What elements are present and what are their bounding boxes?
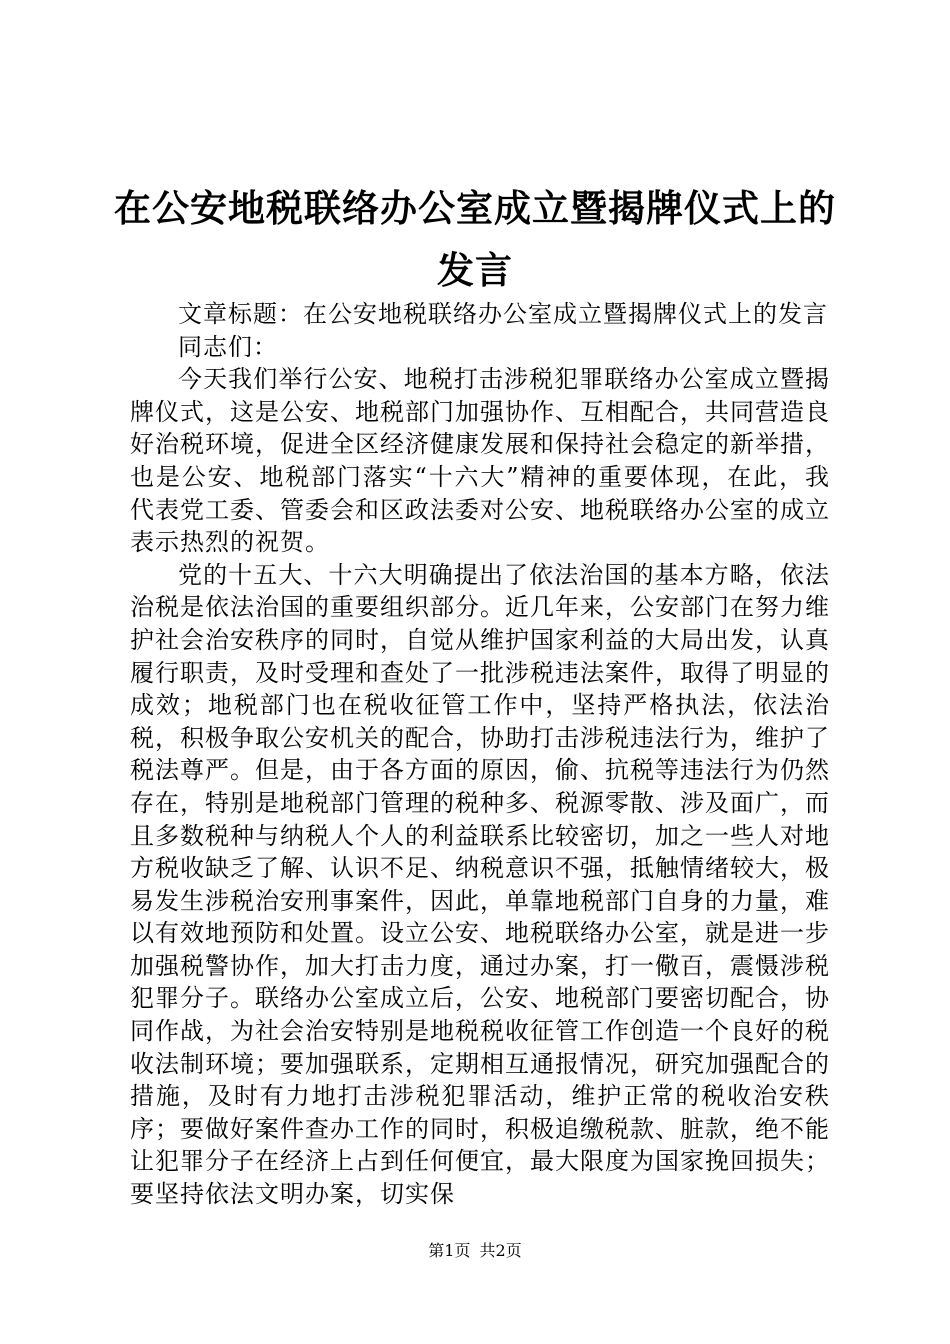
document-body [130,298,830,1211]
page-total: 共2页 [479,1241,522,1260]
paragraph-salutation: 同志们： [178,332,278,361]
paragraph-article-title: 文章标题：在公安地税联络办公室成立暨揭牌仪式上的发言 [178,300,828,328]
page-footer [0,1241,950,1261]
paragraph-opening: 今天我们举行公安、地税打击涉税犯罪联络办公室成立暨揭牌仪式，这是公安、地税部门加强协作、互相配合，共同营造良好治税环境，促进全区经济健康发展和保持社会稳定的新举措，也是公安、地税部门落实“十六大”精神的重要体现，在此，我代表党工委、管委会和区政法委对公安、地税联络办公室的成立表示热烈的祝贺。 [130,365,830,557]
document-title: 在公安地税联络办公室成立暨揭牌仪式上的发言 [114,187,836,292]
page-number: 第1页 [428,1241,471,1260]
paragraph-main: 党的十五大、十六大明确提出了依法治国的基本方略，依法治税是依法治国的重要组织部分。近几年来，公安部门在努力维护社会治安秩序的同时，自觉从维护国家利益的大局出发，认真履行职责，及时受理和查处了一批涉税违法案件，取得了明显的成效；地税部门也在税收征管工作中，坚持严格执法，依法治税，积极争取公安机关的配合，协助打击涉税违法行为，维护了税法尊严。但是，由于各方面的原因，偷、抗税等违法行为仍然存在，特别是地税部门管理的税种多、税源零散、涉及面广，而且多数税种与纳税人个人的利益联系比较密切，加之一些人对地方税收缺乏了解、认识不足、纳税意识不强，抵触情绪较大，极易发生涉税治安刑事案件，因此，单靠地税部门自身的力量，难以有效地预防和处置。设立公安、地税联络办公室，就是进一步加强税警协作，加大打击力度，通过办案，打一儆百，震慑涉税犯罪分子。联络办公室成立后，公安、地税部门要密切配合，协同作战，为社会治安特别是地税税收征管工作创造一个良好的税收法制环境；要加强联系，定期相互通报情况，研究加强配合的措施，及时有力地打击涉税犯罪活动，维护正常的税收治安秩序；要做好案件查办工作的同时，积极追缴税款、脏款，绝不能让犯罪分子在经济上占到任何便宜，最大限度为国家挽回损失；要坚持依法文明办案，切实保 [130,560,830,1209]
